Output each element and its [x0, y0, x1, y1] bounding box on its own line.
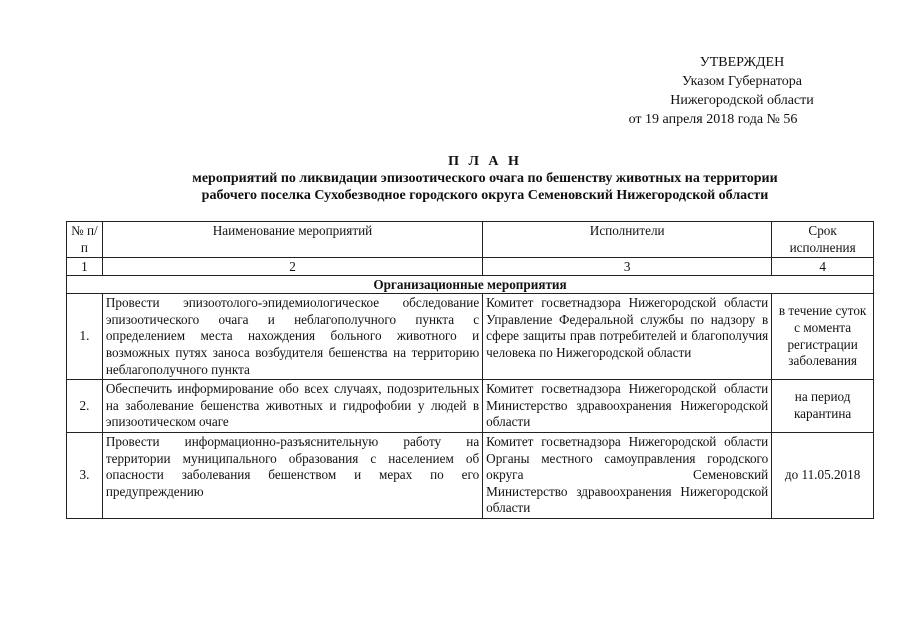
- column-number: 2: [102, 258, 482, 276]
- column-number: 4: [772, 258, 874, 276]
- section-row: [67, 276, 874, 294]
- row-term: до 11.05.2018: [772, 432, 874, 518]
- executor: Органы местного самоуправления городского округа Семеновский: [486, 450, 769, 483]
- executor: Министерство здравоохранения Нижегородской области: [486, 397, 769, 430]
- plan-subtitle-line-1: мероприятий по ликвидации эпизоотического очага по бешенству животных на территории: [192, 171, 778, 186]
- row-name: Обеспечить информирование обо всех случаях, подозрительных на заболевание бешенства животных и гидрофобии у людей в эпизоотическом очаге: [102, 380, 482, 433]
- executor: Комитет госветнадзора Нижегородской области: [486, 433, 769, 449]
- header-executors: Исполнители: [483, 222, 772, 258]
- column-number-row: [67, 258, 874, 276]
- row-executors: [483, 432, 772, 518]
- approval-line-region: Нижегородской области: [670, 93, 814, 108]
- executor: Управление Федеральной службы по надзору в сфере защиты прав потребителей и благополучия человека по Нижегородской области: [486, 311, 769, 360]
- row-num: 3.: [67, 432, 103, 518]
- approval-title: УТВЕРЖДЕН: [699, 55, 785, 70]
- approval-line-date: от 19 апреля 2018 года № 56: [628, 112, 798, 127]
- header-term: Срок исполнения: [772, 222, 874, 258]
- row-num: 1.: [67, 294, 103, 380]
- plan-title: П Л А Н: [448, 154, 522, 169]
- row-executors: [483, 294, 772, 380]
- row-term: на период карантина: [772, 380, 874, 433]
- table-row: [67, 432, 874, 518]
- column-number: 3: [483, 258, 772, 276]
- row-term: в течение суток с момента регистрации заболевания: [772, 294, 874, 380]
- section-title: Организационные мероприятия: [67, 276, 874, 294]
- plan-heading: [90, 153, 880, 204]
- plan-table: [66, 221, 874, 519]
- row-name: Провести информационно-разъяснительную работу на территории муниципального образования с населением об опасности заболевания бешенством и мерах по его предупреждению: [102, 432, 482, 518]
- table-row: [67, 294, 874, 380]
- row-name: Провести эпизоотолого-эпидемиологическое обследование эпизоотического очага и неблагополучного пункта с определением места нахождения больного животного и возможных путях заноса возбудителя бешенства на территорию неблагополучного пункта: [102, 294, 482, 380]
- header-name: Наименование мероприятий: [102, 222, 482, 258]
- executor: Комитет госветнадзора Нижегородской области: [486, 295, 769, 311]
- executor: Комитет госветнадзора Нижегородской области: [486, 381, 769, 397]
- row-executors: [483, 380, 772, 433]
- approval-line-decree: Указом Губернатора: [681, 74, 803, 89]
- approval-stamp: [533, 53, 833, 129]
- header-num: № п/п: [67, 222, 103, 258]
- plan-subtitle-line-2: рабочего поселка Сухобезводное городского округа Семеновский Нижегородской области: [201, 188, 769, 203]
- row-num: 2.: [67, 380, 103, 433]
- table-header-row: [67, 222, 874, 258]
- executor: Министерство здравоохранения Нижегородской области: [486, 483, 769, 516]
- column-number: 1: [67, 258, 103, 276]
- table-row: [67, 380, 874, 433]
